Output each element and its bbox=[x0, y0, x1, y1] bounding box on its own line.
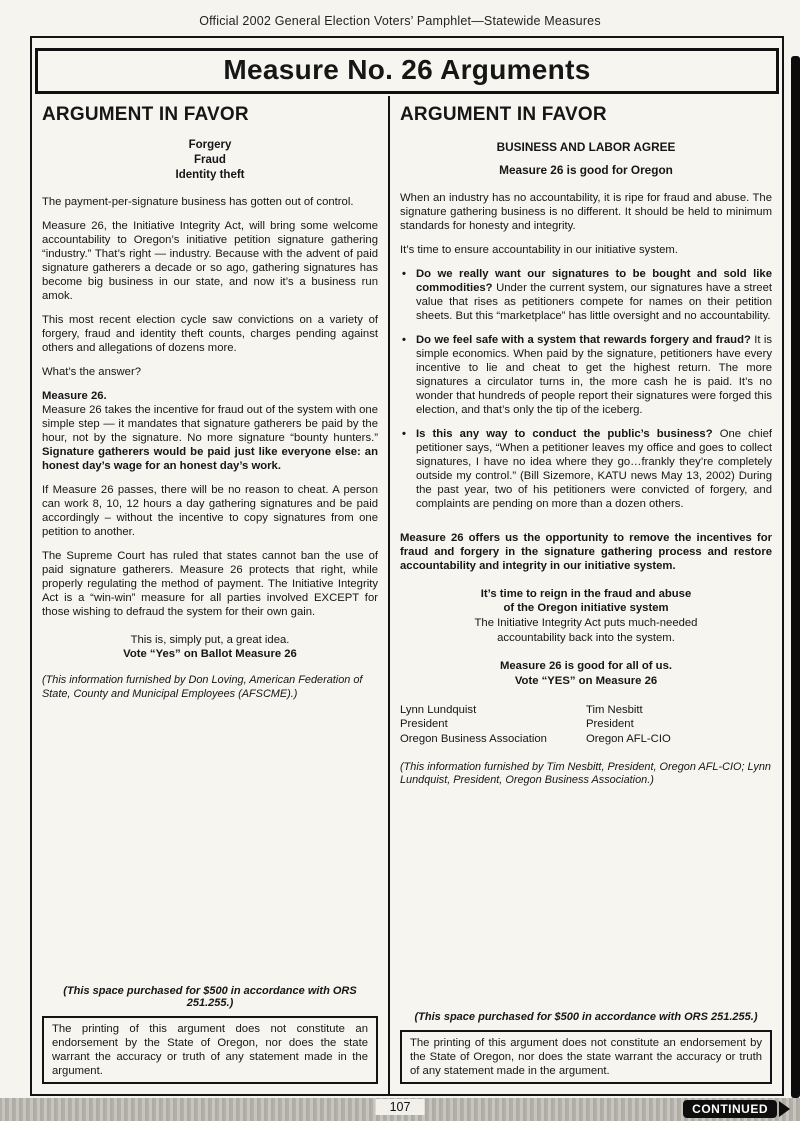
continued-label: CONTINUED bbox=[683, 1100, 777, 1118]
page-footer bbox=[0, 1098, 800, 1121]
center-bold-line-3: Measure 26 is good for all of us. bbox=[499, 660, 672, 673]
left-measure-paragraph bbox=[42, 389, 378, 473]
left-furnished-note: (This information furnished by Don Loving, American Federation of State, County and Municipal Employees (AFSCME).) bbox=[42, 674, 363, 700]
left-paragraph-7: The Supreme Court has ruled that states cannot ban the use of paid signature gatherers. Measure 26 protects that right, while properly regulating the method of payment. The Initiative Integrity Act is a “win-win” measure for all parties involved EXCEPT for those wishing to defraud the system for their own gain. bbox=[42, 549, 378, 618]
bullet-1-rest: Under the current system, our signatures have a street value that rises as petitioners compete for names on their petition sheets. But this “marketplace” has little oversight and no accountability. bbox=[416, 281, 772, 322]
subtitle-line-2: Fraud bbox=[194, 153, 226, 166]
center-bold-line-2: of the Oregon initiative system bbox=[503, 602, 669, 615]
bullet-item-1 bbox=[400, 267, 772, 323]
main-border-box bbox=[30, 36, 784, 1096]
bullet-2-rest: It is simple economics. When paid by the signature, petitioners have every incentive to lie and cheat to get the highest return. The more signatures a circulator turns in, the more cash he is paid. It’s no wonder that hundreds of people report their signatures were forged this election, and that’s only the tip of the iceberg. bbox=[416, 333, 772, 416]
right-center-block-1 bbox=[400, 587, 772, 646]
measure-26-body: Measure 26 takes the incentive for fraud out of the system with one simple step — it mandates that signature gatherers be paid by the hour, not by the signature. No more signature “bounty hunters.” bbox=[42, 403, 378, 444]
right-bullet-list bbox=[400, 267, 772, 521]
right-disclaimer-box: The printing of this argument does not constitute an endorsement by the State of Oregon, nor does the state warrant the accuracy or truth of any statement made in the argument. bbox=[400, 1030, 772, 1084]
right-furnished-note: (This information furnished by Tim Nesbitt, President, Oregon AFL-CIO; Lynn Lundquist, President, Oregon Business Association.) bbox=[400, 760, 771, 787]
sig-left-org: Oregon Business Association bbox=[400, 733, 547, 746]
scan-artifact-strip bbox=[791, 56, 800, 1098]
right-titles bbox=[400, 140, 772, 179]
sig-right-name: Tim Nesbitt bbox=[586, 703, 643, 716]
signature-block bbox=[400, 703, 772, 747]
sig-right-org: Oregon AFL-CIO bbox=[586, 733, 671, 746]
right-title-1: BUSINESS AND LABOR AGREE bbox=[496, 140, 676, 154]
left-subtitle bbox=[42, 138, 378, 183]
left-bottom-block bbox=[42, 985, 378, 1084]
center-reg-line-2: accountability back into the system. bbox=[497, 631, 675, 644]
left-paragraph-3: This most recent election cycle saw convictions on a variety of forgery, fraud and identity theft counts, charges pending against others and allegations of dozens more. bbox=[42, 313, 378, 354]
left-disclaimer-box: The printing of this argument does not constitute an endorsement by the State of Oregon, nor does the state warrant the accuracy or truth of any statement made in the argument. bbox=[42, 1016, 378, 1084]
sig-left-title: President bbox=[400, 718, 448, 731]
closing-line: This is, simply put, a great idea. bbox=[130, 633, 290, 646]
signature-right bbox=[586, 703, 772, 747]
bullet-3-lead: Is this any way to conduct the public’s business? bbox=[416, 427, 713, 440]
bullet-2-lead: Do we feel safe with a system that rewards forgery and fraud? bbox=[416, 333, 751, 346]
continued-badge bbox=[683, 1100, 790, 1118]
sig-right-title: President bbox=[586, 718, 634, 731]
right-argument-heading: ARGUMENT IN FAVOR bbox=[400, 104, 607, 125]
right-center-block-2 bbox=[400, 659, 772, 688]
subtitle-line-1: Forgery bbox=[188, 139, 232, 151]
page-header: Official 2002 General Election Voters’ Pamphlet—Statewide Measures bbox=[199, 14, 601, 28]
bullet-dot: • bbox=[402, 267, 406, 280]
right-paragraph-1: When an industry has no accountability, it is ripe for fraud and abuse. The signature gathering business is no different. It should be held to minimum standards for honesty and integrity. bbox=[400, 191, 772, 232]
left-paragraph-2: Measure 26, the Initiative Integrity Act, will bring some welcome accountability to Oregon’s initiative petition signature gathering “industry.” That’s right — industry. Because with the advent of paid signature gatherers a decade or so ago, gathering signatures has become big business in our state, and now it’s a business run amok. bbox=[42, 219, 378, 302]
left-paragraph-1: The payment-per-signature business has gotten out of control. bbox=[42, 195, 354, 208]
left-paragraph-6: If Measure 26 passes, there will be no reason to cheat. A person can work 8, 10, 12 hours a day gathering signatures and be paid accordingly – without the incentive to copy signatures from one petition to another. bbox=[42, 483, 378, 538]
spacer bbox=[400, 155, 772, 163]
closing-vote-line: Vote “Yes” on Ballot Measure 26 bbox=[123, 648, 297, 661]
arguments-columns bbox=[32, 96, 782, 1094]
measure-26-bold-sentence: Signature gatherers would be paid just like everyone else: an honest day’s wage for an honest day’s work. bbox=[42, 445, 378, 472]
center-reg-line-1: The Initiative Integrity Act puts much-needed bbox=[474, 617, 698, 629]
bullet-item-3 bbox=[400, 427, 772, 511]
measure-26-heading: Measure 26. bbox=[42, 389, 107, 402]
sig-left-name: Lynn Lundquist bbox=[400, 703, 477, 716]
signature-left bbox=[400, 703, 586, 747]
argument-left bbox=[32, 96, 388, 1094]
argument-right bbox=[388, 96, 782, 1094]
bullet-1-lead: Do we really want our signatures to be bought and sold like commodities? bbox=[416, 267, 772, 294]
right-purchase-note: (This space purchased for $500 in accordance with ORS 251.255.) bbox=[414, 1010, 758, 1023]
right-bold-paragraph: Measure 26 offers us the opportunity to remove the incentives for fraud and forgery in the signature gathering process and restore accountability and integrity in our initiative system. bbox=[400, 531, 772, 572]
left-argument-heading: ARGUMENT IN FAVOR bbox=[42, 104, 249, 125]
center-bold-line-4: Vote “YES” on Measure 26 bbox=[514, 675, 658, 688]
measure-title: Measure No. 26 Arguments bbox=[35, 48, 779, 94]
right-title-2: Measure 26 is good for Oregon bbox=[499, 163, 673, 178]
right-paragraph-2: It’s time to ensure accountability in our initiative system. bbox=[400, 243, 678, 256]
left-purchase-note: (This space purchased for $500 in accordance with ORS 251.255.) bbox=[63, 984, 357, 1009]
bullet-3-rest: One chief petitioner says, “When a petitioner leaves my office and goes to collect signatures, I have no idea where they go…frankly they’re completely outside my control.” (Bill Sizemore, KATU news May 13, 2002) During the past year, two of his petitioners were convicted of forgery, and complaints are pending on more than a dozen others. bbox=[416, 427, 772, 510]
left-paragraph-4: What’s the answer? bbox=[42, 365, 142, 378]
left-closing-block bbox=[42, 633, 378, 662]
bullet-dot: • bbox=[402, 427, 406, 440]
bullet-dot: • bbox=[402, 333, 406, 346]
subtitle-line-3: Identity theft bbox=[175, 168, 245, 181]
bullet-item-2 bbox=[400, 333, 772, 417]
page-number: 107 bbox=[376, 1099, 425, 1115]
right-bottom-block bbox=[400, 1011, 772, 1084]
center-bold-line-1: It’s time to reign in the fraud and abuse bbox=[480, 587, 692, 600]
continued-arrow-icon bbox=[779, 1101, 790, 1117]
